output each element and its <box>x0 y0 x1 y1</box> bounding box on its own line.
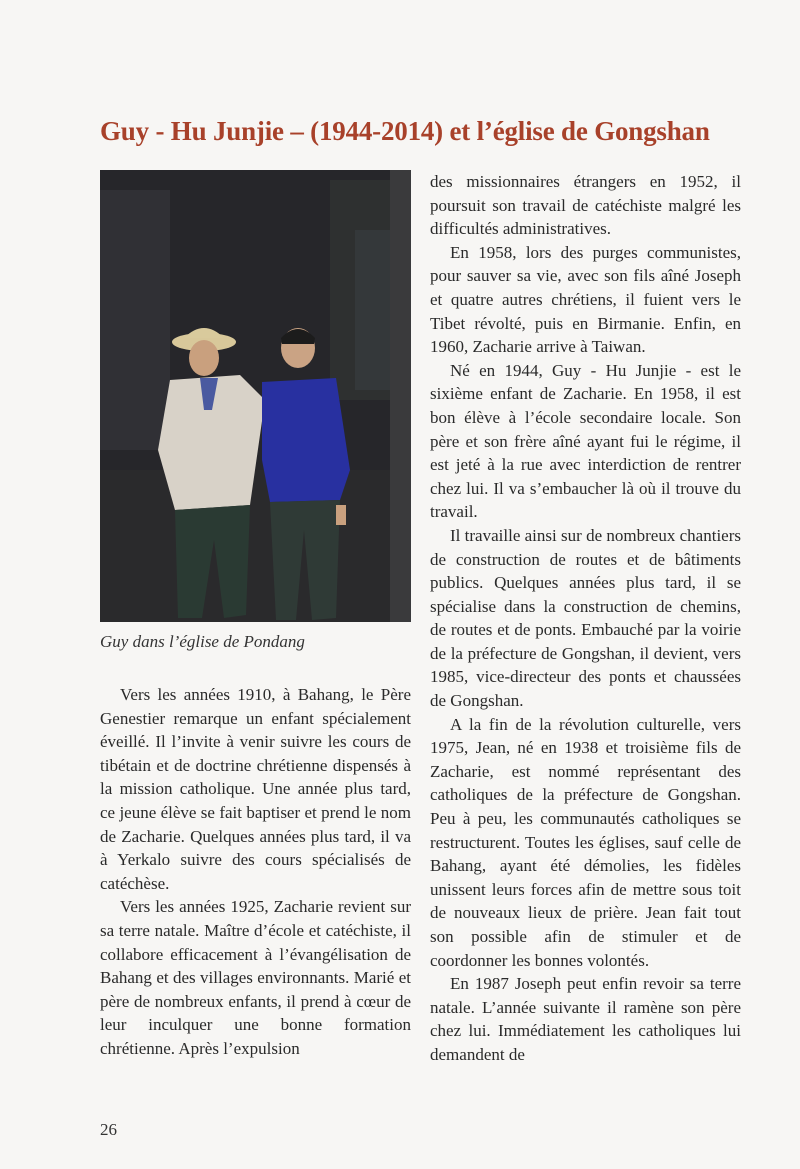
paragraph: En 1958, lors des purges communistes, pour sauver sa vie, avec son fils aîné Joseph et quatre autres chrétiens, il fuient vers le Tibet révolté, puis en Birmanie. Enfin, en 1960, Zacharie arrive à Taiwan. <box>430 242 741 357</box>
article-title: Guy - Hu Junjie – (1944-2014) et l’église de Gongshan <box>100 116 710 147</box>
paragraph: des missionnaires étrangers en 1952, il poursuit son travail de catéchiste malgré les difficultés administratives. <box>430 172 741 239</box>
photo-two-men-in-church <box>100 170 411 622</box>
paragraph: Il travaille ainsi sur de nombreux chantiers de construction de routes et de bâtiments publics. Quelques années plus tard, il se spécialise dans la construction de chemins, de routes et de ponts. Embauché par la voirie de la préfecture de Gongshan, il devient, vers 1985, vice-directeur des ponts et chaussées de Gongshan. <box>430 525 741 711</box>
page-number: 26 <box>100 1120 117 1139</box>
paragraph: A la fin de la révolution culturelle, vers 1975, Jean, né en 1938 et troisième fils de Zacharie, est nommé représentant des catholiques de la préfecture de Gongshan. Peu à peu, les communautés catholiques se restructurent. Toutes les églises, sauf celle de Bahang, ayant été démolies, les fidèles unissent leurs forces afin de mettre sous toit de nouveaux lieux de prière. Jean fait tout son possible afin de stimuler et de coordonner les bonnes volontés. <box>430 714 741 970</box>
paragraph: En 1987 Joseph peut enfin revoir sa terre natale. L’année suivante il ramène son père chez lui. Immédiatement les catholiques lui demandent de <box>430 974 741 1064</box>
paragraph: Né en 1944, Guy - Hu Junjie - est le sixième enfant de Zacharie. En 1958, il est bon élève à l’école secondaire locale. Son père et son frère aîné ayant fui le régime, il est jeté à la rue avec interdiction de rentrer chez lui. Il va s’embaucher là où il trouve du travail. <box>430 360 741 522</box>
photo-caption: Guy dans l’église de Pondang <box>100 632 305 651</box>
right-column <box>430 170 741 1067</box>
paragraph: Vers les années 1925, Zacharie revient sur sa terre natale. Maître d’école et catéchiste, il collabore efficacement à l’évangélisation de Bahang et des villages environnants. Marié et père de nombreux enfants, il prend à cœur de leur inculquer une bonne formation chrétienne. Après l’expulsion <box>100 897 411 1058</box>
left-column <box>100 683 411 1061</box>
paragraph: Vers les années 1910, à Bahang, le Père Genestier remarque un enfant spécialement éveillé. Il l’invite à venir suivre les cours de tibétain et de doctrine chrétienne dispensés à la mission catholique. Une année plus tard, ce jeune élève se fait baptiser et prend le nom de Zacharie. Quelques années plus tard, il va à Yerkalo suivre des cours spécialisés de catéchèse. <box>100 685 411 893</box>
